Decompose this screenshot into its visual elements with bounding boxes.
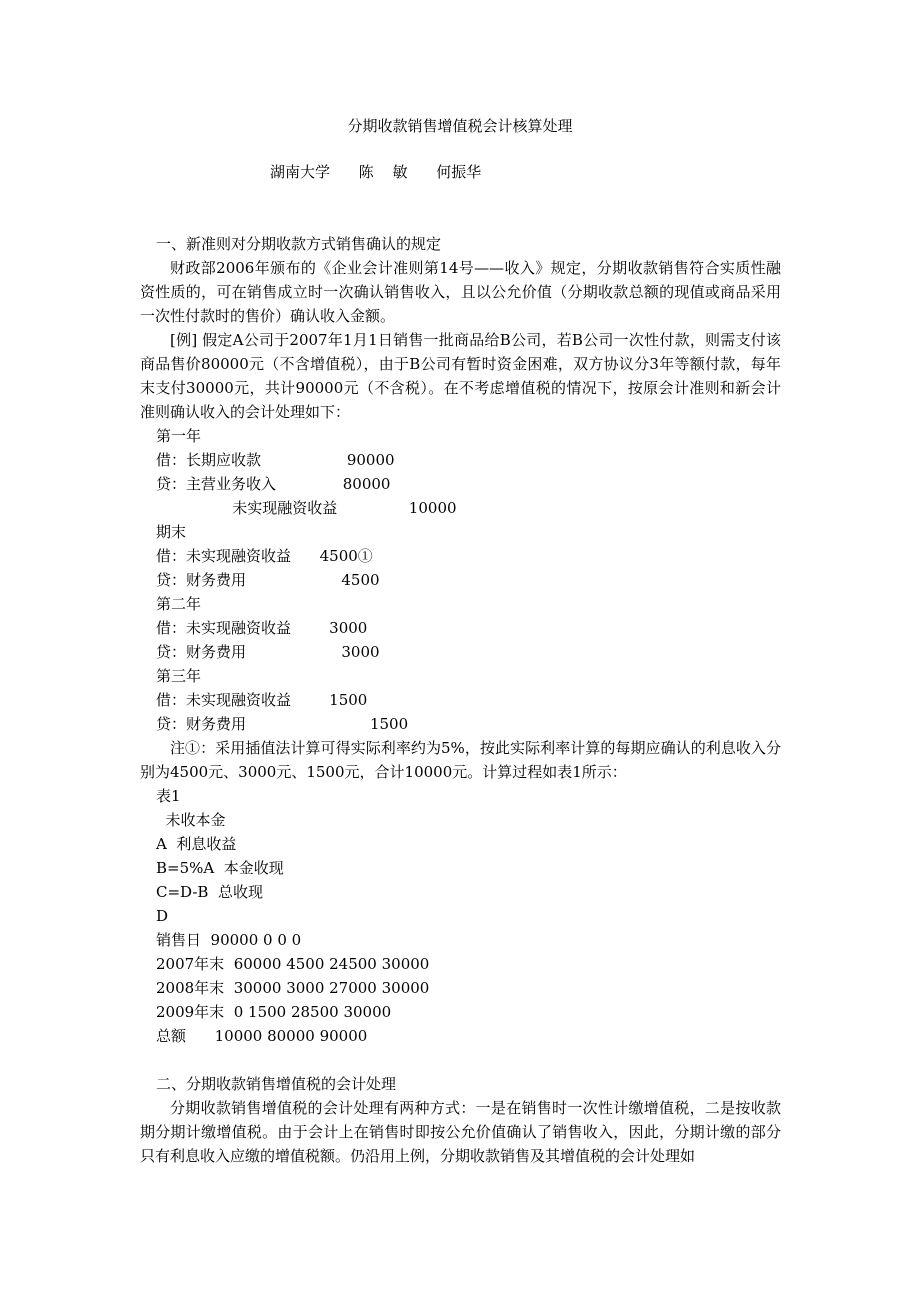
entry-line: 期末 [156,523,187,541]
paragraph-regulation: 财政部2006年颁布的《企业会计准则第14号——收入》规定，分期收款销售符合实质性融资性质的，可在销售成立时一次确认销售收入，且以公允价值（分期收款总额的现值或商品采用一次性付款时的售价）确认收入金额。 [140,259,781,325]
entry-line: 未实现融资收益 10000 [156,499,457,517]
paragraph-vat-methods: 分期收款销售增值税的会计处理有两种方式：一是在销售时一次性计缴增值税，二是按收款期分期计缴增值税。由于会计上在销售时即按公允价值确认了销售收入，因此，分期计缴的部分只有利息收入应缴的增值税额。仍沿用上例，分期收款销售及其增值税的会计处理如 [140,1099,781,1165]
table-line: 销售日 90000 0 0 0 [156,931,302,949]
entry-line: 借：长期应收款 90000 [156,451,395,469]
entry-line: 第一年 [156,427,202,445]
paragraph-example: [例] 假定A公司于2007年1月1日销售一批商品给B公司，若B公司一次性付款，则需支付该商品售价80000元（不含增值税），由于B公司有暂时资金困难，双方协议分3年等额付款，每年末支付30000元，共计90000元（不含税）。在不考虑增值税的情况下，按原会计准则和新会计准则确认收入的会计处理如下： [140,331,781,421]
entry-line: 贷：财务费用 4500 [156,571,380,589]
entry-line: 贷：主营业务收入 80000 [156,475,391,493]
section-spacer [140,1048,781,1072]
document-body [140,232,781,1168]
document-title: 分期收款销售增值税会计核算处理 [347,117,573,135]
table-line: 2008年末 30000 3000 27000 30000 [156,979,430,997]
table-line: 未收本金 [156,811,226,829]
table-line: 总额 10000 80000 90000 [156,1027,368,1045]
author-line: 湖南大学 陈 敏 何振华 [270,163,482,181]
paragraph-note: 注①：采用插值法计算可得实际利率约为5%，按此实际利率计算的每期应确认的利息收入分别为4500元、3000元、1500元，合计10000元。计算过程如表1所示： [140,739,781,781]
section-heading-2: 二、分期收款销售增值税的会计处理 [156,1075,397,1093]
table-line: D [156,907,169,925]
table-line: B=5%A 本金收现 [156,859,284,877]
entry-line: 第二年 [156,595,202,613]
entry-line: 第三年 [156,667,202,685]
entry-line: 贷：财务费用 1500 [156,715,409,733]
table-line: A 利息收益 [156,835,237,853]
entry-line: 借：未实现融资收益 3000 [156,619,368,637]
entry-line: 贷：财务费用 3000 [156,643,380,661]
entry-line: 借：未实现融资收益 1500 [156,691,368,709]
table-line: 表1 [156,787,181,805]
entry-line: 借：未实现融资收益 4500① [156,547,373,565]
table-line: 2007年末 60000 4500 24500 30000 [156,955,430,973]
table-line: C=D-B 总收现 [156,883,263,901]
section-heading-1: 一、新准则对分期收款方式销售确认的规定 [156,235,442,253]
table-line: 2009年末 0 1500 28500 30000 [156,1003,392,1021]
